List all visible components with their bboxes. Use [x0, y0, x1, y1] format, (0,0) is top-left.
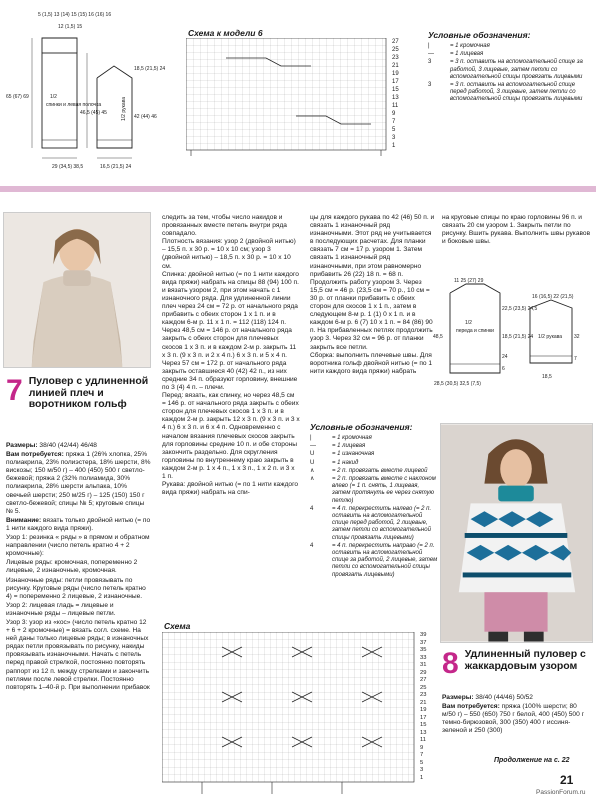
model7-legend — [310, 422, 438, 580]
diag-side: 24 — [502, 354, 508, 360]
legend-row: 3 = 3 п. оставить на вспомогательной спице перед работой, 3 лицевые, затем петли со вспомогательной спицы провязать лицевыми — [428, 82, 583, 103]
diag-cuff: 7 — [574, 356, 577, 362]
legend-row: U = 1 накид — [310, 459, 359, 466]
diag-length: 48,5 — [433, 334, 443, 340]
label-back-front: спинки и левая полочка — [46, 102, 102, 108]
model8-number: 8 — [442, 647, 459, 680]
model6-chart-grid — [186, 38, 416, 158]
dim-sleeve-top: 18,5 (21,5) 24 — [134, 66, 166, 72]
diag-front-back: переда и спинки — [456, 328, 494, 334]
diag-shoulder: 22,5 (23,5) 24,5 — [502, 306, 538, 312]
model6-row-numbers: 27 25 23 21 19 17 15 13 11 9 7 5 3 1 — [392, 39, 399, 149]
continued-note: Продолжение на с. 22 — [494, 757, 570, 764]
section-divider — [0, 186, 596, 192]
model8-header — [442, 649, 592, 679]
diag-sleeve-length: 32 — [574, 334, 580, 340]
model7-col2: следить за тем, чтобы число накидов и провязанных вместе петель внутри ряда совпадало. Плотность вязания: узор 2 (двойной нитью) – 15,5 п. х 30 р. = 10 х 10 см; узор 3 (двойной нитью) – 18,5 п. х 30 р. = 10 х 10 см. Спинка: двойной нитью (= по 1 нити каждого вида пряжи) набрать на спицы 88 (94) 100 п. и вязать узором 2, при этом начать с 1 изнаночного ряда. Для удлиненной линии плеч через 24 см = 72 р. от начального ряда прибавить с обеих сторон 1 х 1 п. и в каждом 6-м р. 11 х 1 п. = 112 (118) 124 п. Через 48,5 см = 146 р. от начального ряда закрыть с обеих сторон для плечевых скосов 1 х 3 п. и в каждом 2-м р. закрыть 11 х 3 п. (9 х 3 п. и 2 х 4 п.) 6 х 3 п. и 5 х 4 п. Через 57 см = 172 р. от начального ряда закрыть оставшиеся 40 (42) 42 п., из них средние 34 п. образуют горловину, внешние по 3 (4) 4 п. – плечи. Перед: вязать, как спинку, но через 48,5 см = 146 р. от начального ряда закрыть с обеих сторон для плечевых скосов 1 х 3 п. и в каждом 2-м р. закрыть 12 х 3 п. (9 х 3 п. и 3 х 4 п.) 6 х 3 п. и 6 х 4 п. Одновременно с началом вязания плечевых скосов закрыть для горловины средние 10 п. и обе стороны закончить раздельно. Для скругления горловины по внутреннему краю закрыть в каждом 2-м р. 1 х 4 п., 1 х 3 п., 1 х 2 п. и 3 х 1 п. Рукава: двойной нитью (= по 1 нити каждого вида пряжи) набрать на спи- — [162, 214, 300, 497]
diag-top: 11 25 (27) 29 — [454, 278, 484, 284]
model7-header — [6, 376, 156, 411]
model7-chart-grid — [162, 632, 420, 800]
dim-top: 5 (1,5) 13 (14) 15 (15) 16 (16) 16 — [38, 12, 112, 18]
model7-schema-title: Схема — [164, 621, 191, 631]
model8-title: Удлиненный пуловер с жаккардовым узором — [464, 648, 586, 672]
model8-photo — [440, 423, 593, 643]
model7-col3: цы для каждого рукава по 42 (46) 50 п. и связать 1 изнаночный ряд изнаночными. Этот ряд не учитывается в последующих расчетах. Для планки связать 7 см = 17 р. узором 1. Затем связать 1 изнаночный ряд изнаночными, при этом равномерно прибавить 26 (22) 18 п. = 68 п. Продолжить работу узором 3. Через 15,5 см = 46 р. (23,5 см = 70 р., 10 см = 30 р. от планки прибавить с обеих сторон для скосов 1 х 1 п., затем в следующем 8-м р. 1 (1) 0 х 1 п. и в каждом 6-м р. 6 (7) 10 х 1 п. = 84 (86) 90 п. На прибавленных петлях продолжить узор 3. Через 32 см = 96 р. от планки закрыть все петли. Сборка: выполнить плечевые швы. Для воротника гольф двойной нитью (= по 1 нити каждого вида пряжи) набрать — [310, 214, 435, 375]
dim-sleeve-length: 42 (44) 46 — [134, 114, 157, 120]
diag-sleeve-top: 16 (16,5) 22 (21,5) — [532, 294, 574, 300]
legend-row: | = 1 кромочная — [310, 435, 372, 441]
model7-photo — [3, 212, 151, 368]
legend-row: ∧ = 2 п. провязать вместе с наклоном влево (= 1 п. снять, 1 лицевая, затем протянуть ее через снятую петлю) — [310, 476, 436, 504]
legend-row: | = 1 кромочная — [428, 43, 490, 49]
model7-title: Пуловер с удлиненной линией плеч и воротником гольф — [28, 375, 149, 410]
legend-title: Условные обозначения: — [428, 30, 531, 40]
legend-row: ∧ = 2 п. провязать вместе лицевой — [310, 467, 428, 474]
model7-construction-diagram — [432, 278, 594, 396]
legend-title: Условные обозначения: — [310, 422, 413, 432]
diag-sleeve-width: 18,5 — [542, 374, 552, 380]
model7-row-numbers: 39 37 35 33 31 29 27 25 23 21 19 17 15 13 11 9 7 5 3 1 — [420, 632, 427, 781]
dim-length: 65 (67) 69 — [6, 94, 29, 100]
site-watermark: PassionForum.ru — [536, 789, 586, 796]
dim-bottom: 29 (34,5) 38,5 — [52, 164, 84, 170]
dim-top-2: 12 (1,5) 15 — [58, 24, 83, 30]
diag-armhole: 18,5 (21,5) 24 — [502, 334, 534, 340]
model7-col4: на круговые спицы по краю горловины 96 п. и связать 20 см узором 1. Закрыть петли по рисунку. Вшить рукава. Выполнить швы рукавов и боковые швы. — [442, 214, 591, 246]
model6-legend — [428, 30, 593, 105]
model6-schema-title: Схема к модели 6 — [188, 28, 263, 38]
dim-sleeve-bottom: 16,5 (21,5) 24 — [100, 164, 132, 170]
legend-row: 3 = 3 п. оставить на вспомогательной спице за работой, 3 лицевые, затем петли со вспомогательной спицы провязать лицевыми — [428, 59, 583, 80]
legend-row: U = 1 изнаночная — [310, 451, 375, 458]
diag-width: 28,5 (30,5) 32,5 (7,5) — [434, 381, 481, 387]
model7-col1: Размеры: 38/40 (42/44) 46/48 Вам потребуется: пряжа 1 (26% хлопка, 25% полиакрила, 23% полиэстера, 18% шерсти, 8% вискозы; 150 м/50 г) – 400 (450) 500 г светло-бежевой; пряжа 2 (32% полиамида, 30% полиакрила, 28% шерсти альпака, 10% овечьей шерсти; 250 м/25 г) – 125 (150) 150 г светло-бежевой; спицы № 5; круговые спицы № 5. Внимание: вязать только двойной нитью (= по 1 нити каждого вида пряжи). Узор 1: резинка « ряды » в прямом и обратном направлении (число петель кратно 4 + 2 кромочные): Лицевые ряды: кромочная, попеременно 2 лицевые, 2 изнаночные, кромочная. Изнаночные ряды: петли провязывать по рисунку. Круговые ряды (число петель кратно 4) = попеременно 2 лицевые, 2 изнаночные. Узор 2: лицевая гладь = лицевые и изнаночные ряды – лицевые петли. Узор 3: узор из «кос» (число петель кратно 12 + 6 + 2 кромочные) = вязать согл. схеме. На ней даны только лицевые ряды; в изнаночных рядах петли провязывать по рисунку, накиды провязывать изнаночными. Начать с петель перед правой стрелкой, постоянно повторять раппорт из 12 п. между стрелками и закончить петлями после левой стрелки. Постоянно повторять 1–40-й р. При выполнении прибавок — [6, 442, 151, 691]
diag-sleeve: 1/2 рукава — [538, 334, 563, 340]
diag-rib: 6 — [502, 366, 505, 372]
model7-number: 7 — [6, 374, 23, 407]
dim-side: 46,5 (45) 45 — [80, 110, 107, 116]
legend-row: — = 1 лицевая — [310, 443, 366, 450]
legend-row: 4 = 4 п. перекрестить налево (= 2 п. оставить на вспомогательной спице перед работой, 2 лицевые, затем петли со вспомогательной спицы провязать лицевыми) — [310, 505, 432, 541]
model6-pattern-diagram — [2, 8, 172, 178]
legend-row: — = 1 лицевая — [428, 51, 484, 58]
diag-half: 1/2 — [465, 320, 472, 326]
legend-row: 4 = 4 п. перекрестить направо (= 2 п. оставить на вспомогательной спице за работой, 2 лицевые, затем петли со вспомогательной спицы провязать лицевыми) — [310, 542, 438, 578]
model8-text: Размеры: 38/40 (44/46) 50/52 Вам потребуется: пряжа (100% шерсти; 80 м/50 г) – 550 (650) 750 г белой, 400 (450) 500 г темно-бирюзовой, 300 (350) 400 г иссиня-зеленой и 250 (300) — [442, 694, 584, 735]
page-number: 21 — [560, 773, 574, 787]
label-sleeve: 1/2 рукава — [121, 96, 127, 121]
label-half: 1/2 — [50, 94, 57, 100]
